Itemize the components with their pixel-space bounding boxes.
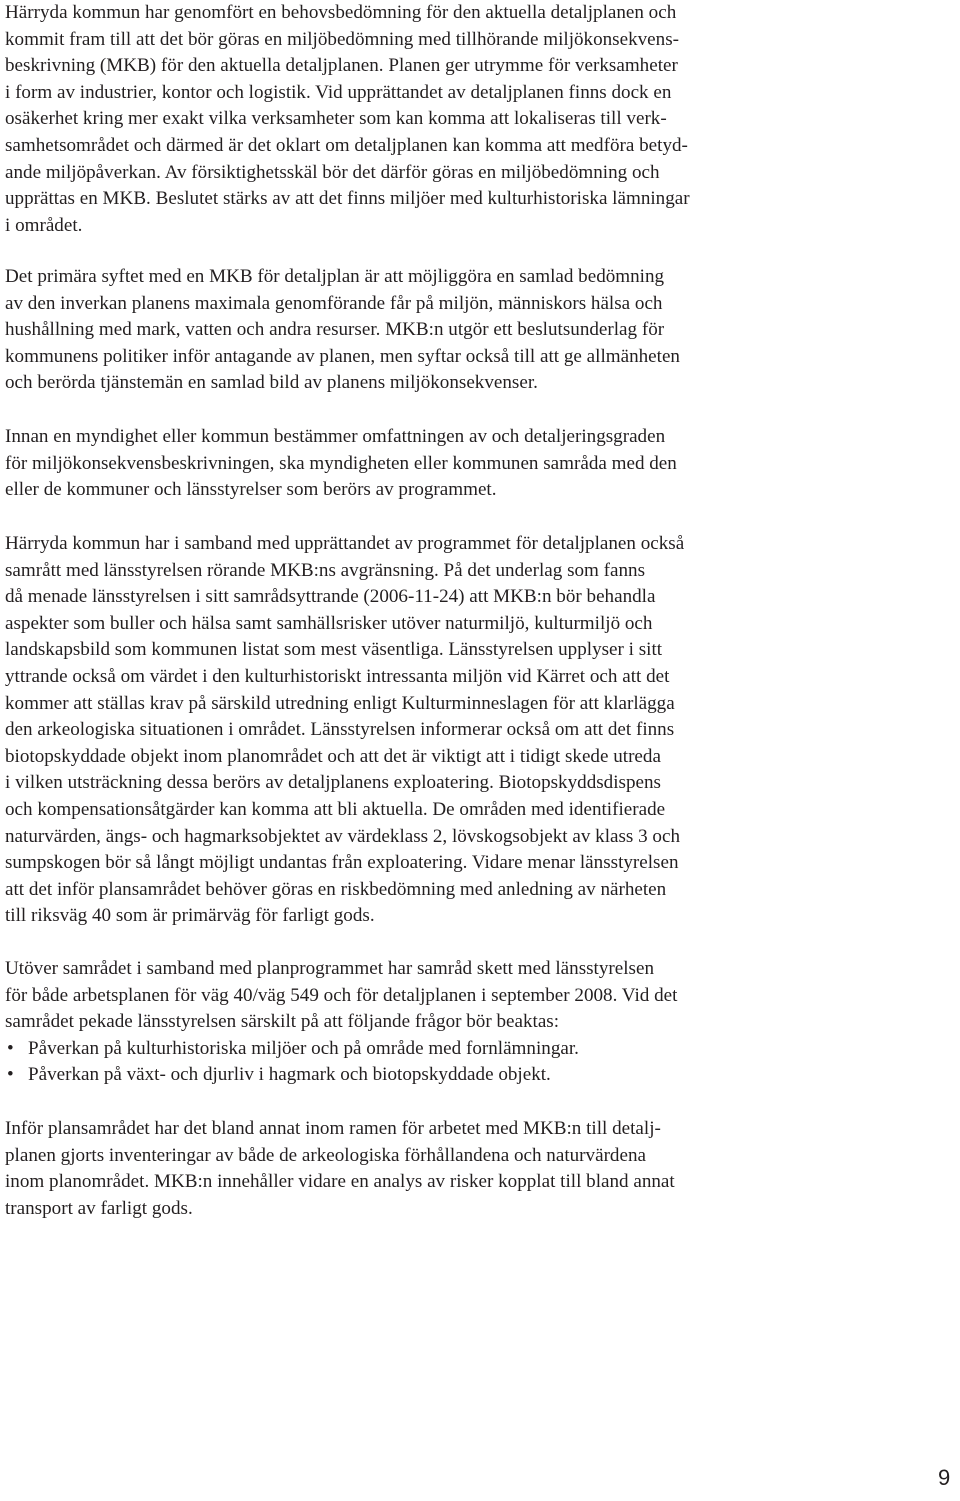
text-line: landskapsbild som kommunen listat som mest väsentliga. Länsstyrelsen upplyser i sitt (5, 639, 663, 661)
text-line: Det primära syftet med en MKB för detaljplan är att möjliggöra en samlad bedömning (5, 266, 665, 287)
text-line: kommunens politiker inför antagande av planen, men syftar också till att ge allmänheten (5, 345, 680, 367)
text-line: aspekter som buller och hälsa samt samhällsrisker utöver naturmiljö, kulturmiljö och (5, 612, 653, 634)
text-line: naturvärden, ängs- och hagmarksobjektet av värdeklass 2, lövskogsobjekt av klass 3 och (5, 825, 681, 847)
bullet-item (5, 1062, 677, 1089)
paragraph-mkb-syfte (5, 264, 680, 397)
text-line: till riksväg 40 som är primärväg för farligt gods. (5, 905, 375, 927)
text-line: och berörda tjänstemän en samlad bild av planens miljökonsekvenser. (5, 372, 538, 394)
text-line: Inför plansamrådet har det bland annat inom ramen för arbetet med MKB:n till detalj- (5, 1118, 661, 1139)
bullet-item (5, 1036, 677, 1063)
text-line: biotopskyddade objekt inom planområdet och att det är viktigt att i tidigt skede utreda (5, 745, 661, 767)
text-line: samrått med länsstyrelsen rörande MKB:ns avgränsning. På det underlag som fanns (5, 559, 646, 581)
bullet-icon: • (7, 1064, 14, 1086)
text-line: kommer att ställas krav på särskild utredning enligt Kulturminneslagen för att klarlägga (5, 692, 675, 714)
text-line: Utöver samrådet i samband med planprogrammet har samråd skett med länsstyrelsen (5, 958, 654, 979)
text-line: samhetsområdet och därmed är det oklart om detaljplanen kan komma att medföra betyd- (5, 134, 688, 156)
text-line: i området. (5, 214, 83, 236)
paragraph-behovsbedomning (5, 0, 690, 239)
text-line: yttrande också om värdet i den kulturhistoriskt intressanta miljön vid Kärret och att det (5, 665, 670, 687)
bullet-text: Påverkan på kulturhistoriska miljöer och på område med fornlämningar. (28, 1037, 579, 1059)
text-line: den arkeologiska situationen i området. Länsstyrelsen informerar också om att det finns (5, 719, 675, 741)
text-line: kommit fram till att det bör göras en miljöbedömning med tillhörande miljökonsekvens- (5, 28, 679, 50)
text-line: i vilken utsträckning dessa berörs av detaljplanens exploatering. Biotopskyddsdispens (5, 772, 661, 794)
text-line: av den inverkan planens maximala genomförande får på miljön, människors hälsa och (5, 292, 663, 314)
text-line: transport av farligt gods. (5, 1197, 193, 1219)
text-line: då menade länsstyrelsen i sitt samrådsyttrande (2006-11-24) att MKB:n bör behandla (5, 586, 656, 608)
text-line: hushållning med mark, vatten och andra resurser. MKB:n utgör ett beslutsunderlag för (5, 319, 665, 341)
paragraph-samrad-2008 (5, 956, 677, 1089)
text-line: samrådet pekade länsstyrelsen särskilt på att följande frågor bör beaktas: (5, 1011, 560, 1033)
text-line: upprättas en MKB. Beslutet stärks av att det finns miljöer med kulturhistoriska lämningar (5, 188, 690, 210)
text-line: eller de kommuner och länsstyrelser som berörs av programmet. (5, 479, 497, 501)
text-line: inom planområdet. MKB:n innehåller vidare en analys av risker kopplat till bland annat (5, 1171, 675, 1193)
bullet-text: Påverkan på växt- och djurliv i hagmark och biotopskyddade objekt. (28, 1064, 551, 1086)
page-number: 9 (938, 1465, 951, 1490)
bullet-icon: • (7, 1037, 14, 1059)
text-line: att det inför plansamrådet behöver göras en riskbedömning med anledning av närheten (5, 878, 667, 900)
paragraph-lansstyrelsen-samrad (5, 531, 684, 930)
text-line: i form av industrier, kontor och logistik. Vid upprättandet av detaljplanen finns dock en (5, 81, 672, 103)
text-line: Innan en myndighet eller kommun bestämmer omfattningen av och detaljeringsgraden (5, 426, 666, 447)
text-line: beskrivning (MKB) för den aktuella detaljplanen. Planen ger utrymme för verksamheter (5, 55, 678, 77)
text-line: för miljökonsekvensbeskrivningen, ska myndigheten eller kommunen samråda med den (5, 452, 677, 474)
paragraph-samrad-omfattning (5, 424, 677, 504)
text-line: planen gjorts inventeringar av både de arkeologiska förhållandena och naturvärdena (5, 1144, 646, 1166)
text-line: osäkerhet kring mer exakt vilka verksamheter som kan komma att lokaliseras till verk- (5, 108, 667, 130)
text-line: och kompensationsåtgärder kan komma att bli aktuella. De områden med identifierade (5, 798, 666, 820)
paragraph-inventeringar (5, 1116, 675, 1222)
text-line: Härryda kommun har genomfört en behovsbedömning för den aktuella detaljplanen och (5, 2, 677, 23)
text-line: Härryda kommun har i samband med upprättandet av programmet för detaljplanen också (5, 533, 685, 554)
bullet-list (5, 1036, 677, 1089)
text-line: ande miljöpåverkan. Av försiktighetsskäl bör det därför göras en miljöbedömning och (5, 161, 660, 183)
text-line: för både arbetsplanen för väg 40/väg 549 och för detaljplanen i september 2008. Vid det (5, 984, 678, 1006)
text-line: sumpskogen bör så långt möjligt undantas från exploatering. Vidare menar länsstyrelsen (5, 852, 679, 874)
